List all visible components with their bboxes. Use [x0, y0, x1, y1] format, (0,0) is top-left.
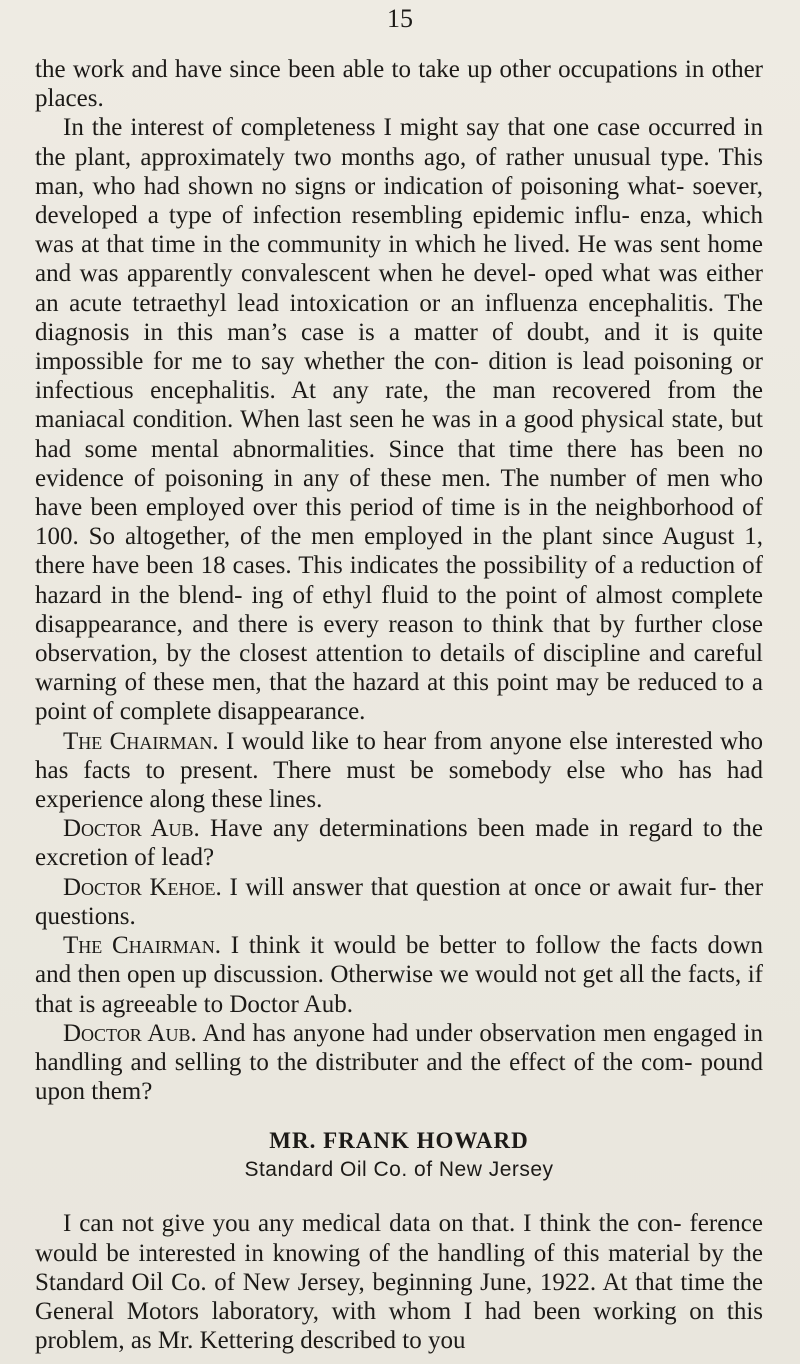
- dialogue-aub-2: [35, 1019, 763, 1107]
- speech-text: I would like to hear from anyone else interested who has facts to present. There must be somebody else who has had experience along these lines.: [35, 727, 763, 814]
- speech-text: Have any determinations been made in regard to the excretion of lead?: [35, 815, 763, 872]
- dialogue-aub-1: [35, 814, 763, 872]
- paragraph-completeness: In the interest of completeness I might say that one case occurred in the plant, approximately two months ago, of rather unusual type. This man, who had shown no signs or indication of poisoning what- soever, developed a type of infection resembling epidemic influ- enza, which was at that time in the community in which he lived. He was sent home and was apparently convalescent when he devel- oped what was either an acute tetraethyl lead intoxication or an influenza encephalitis. The diagnosis in this man’s case is a matter of doubt, and it is quite impossible for me to say whether the con- dition is lead poisoning or infectious encephalitis. At any rate, the man recovered from the maniacal condition. When last seen he was in a good physical state, but had some mental abnormalities. Since that time there has been no evidence of poisoning in any of these men. The number of men who have been employed over this period of time is in the neighborhood of 100. So altogether, of the men employed in the plant since August 1, there have been 18 cases. This indicates the possibility of a reduction of hazard in the blend- ing of ethyl fluid to the point of almost complete disappearance, and there is every reason to think that by further close observation, by the closest attention to details of discipline and careful warning of these men, that the hazard at this point may be reduced to a point of complete disappearance.: [35, 114, 763, 726]
- speaker-name: Doctor Kehoe.: [63, 873, 222, 901]
- dialogue-kehoe-1: [35, 873, 763, 931]
- body-text: [35, 55, 763, 1355]
- speaker-name: The Chairman.: [63, 932, 221, 960]
- section-heading-organization: Standard Oil Co. of New Jersey: [244, 1158, 554, 1182]
- dialogue-chairman-2: [35, 931, 763, 1019]
- speech-text: I will answer that question at once or await fur- ther questions.: [35, 873, 764, 930]
- page-number: 15: [387, 4, 413, 33]
- speech-text: And has anyone had under observation men engaged in handling and selling to the distributer and the effect of the com- pound upon them?: [35, 1019, 763, 1106]
- speaker-name: The Chairman.: [63, 727, 219, 755]
- paragraph-howard: I can not give you any medical data on that. I think the con- ference would be interested in knowing of the handling of this material by the Standard Oil Co. of New Jersey, beginning June, 1922. At that time the General Motors laboratory, with whom I had been working on this problem, as Mr. Kettering described to you: [35, 1210, 763, 1355]
- section-heading-name: MR. FRANK HOWARD: [269, 1128, 529, 1154]
- speech-text: I think it would be better to follow the facts down and then open up discussion. Otherwise we would not get all the facts, if that is agreeable to Doctor Aub.: [35, 932, 763, 1018]
- paragraph-continuation: the work and have since been able to take up other occupations in other places.: [35, 56, 763, 113]
- speaker-name: Doctor Aub.: [63, 815, 200, 843]
- dialogue-chairman-1: [35, 727, 763, 815]
- speaker-name: Doctor Aub.: [63, 1019, 197, 1047]
